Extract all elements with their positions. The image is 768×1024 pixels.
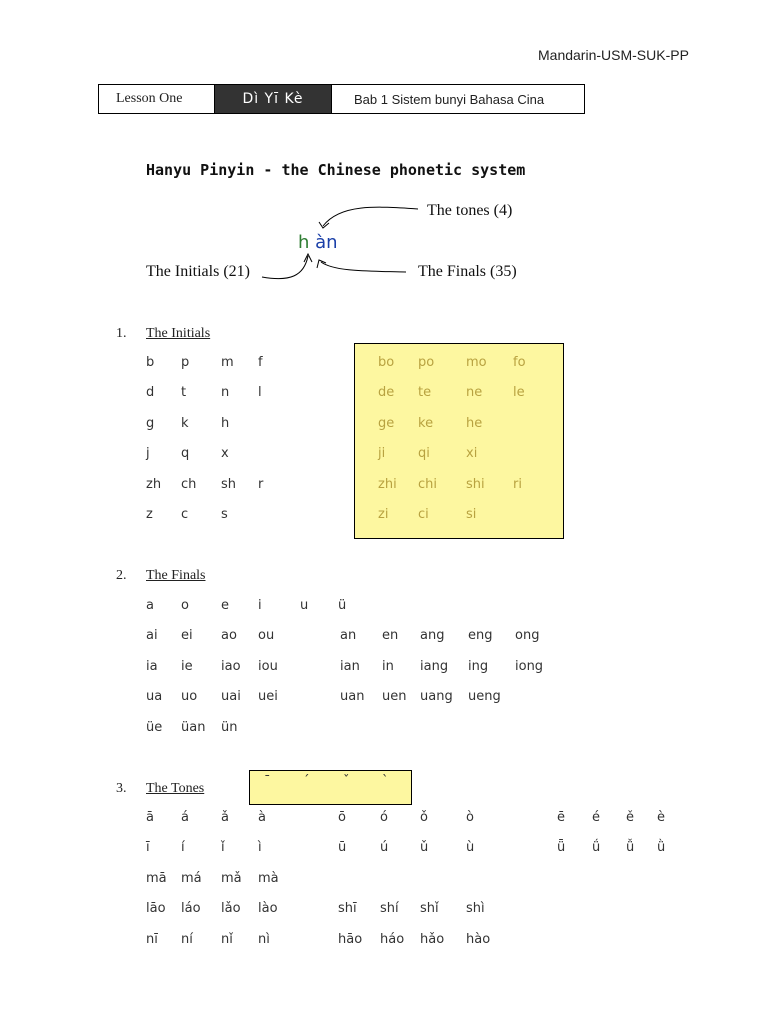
lesson-label: Lesson One bbox=[99, 85, 215, 113]
tone-syllable: mā bbox=[146, 870, 167, 886]
final-cell: iou bbox=[258, 658, 278, 674]
final-cell: üe bbox=[146, 719, 163, 735]
syllable-cell: mo bbox=[466, 355, 487, 370]
tone-syllable: shì bbox=[466, 901, 485, 917]
initial-cell: x bbox=[221, 446, 229, 462]
final-cell: ong bbox=[515, 628, 540, 644]
section-3-title: The Tones bbox=[146, 781, 205, 796]
initial-cell: z bbox=[146, 507, 153, 522]
final-cell: ia bbox=[146, 658, 158, 674]
tone-syllable: ǎ bbox=[221, 810, 229, 825]
syllable-cell: qi bbox=[418, 446, 430, 462]
syllable-cell: de bbox=[378, 385, 395, 401]
initial-cell: ch bbox=[181, 476, 197, 492]
tone-syllable: ō bbox=[338, 810, 346, 825]
final-cell: an bbox=[340, 628, 357, 644]
syllable-cell: ri bbox=[513, 476, 522, 492]
tone-syllable: è bbox=[657, 810, 665, 825]
tone-syllable: ē bbox=[557, 810, 565, 825]
syllable-cell: ke bbox=[418, 415, 434, 431]
initial-h: h bbox=[298, 232, 310, 253]
tone-syllable: ù bbox=[466, 840, 475, 856]
initial-cell: sh bbox=[221, 476, 237, 492]
final-cell: iao bbox=[221, 658, 241, 674]
final-cell: en bbox=[382, 628, 399, 644]
section-3-number: 3. bbox=[116, 781, 127, 796]
final-cell: uan bbox=[340, 689, 365, 705]
tone-syllable: ní bbox=[181, 931, 193, 947]
initial-cell: t bbox=[181, 385, 187, 401]
final-cell: ian bbox=[340, 658, 360, 674]
tone-mark: ˋ bbox=[382, 774, 389, 789]
final-an: àn bbox=[315, 232, 338, 253]
tone-syllable: shǐ bbox=[420, 901, 439, 917]
tone-mark: ˉ bbox=[264, 774, 271, 789]
syllable-cell: fo bbox=[513, 355, 526, 370]
final-cell: ei bbox=[181, 628, 193, 644]
initial-cell: m bbox=[221, 355, 234, 370]
tone-syllable: mǎ bbox=[221, 870, 242, 886]
tone-syllable: láo bbox=[181, 901, 201, 917]
final-cell: ai bbox=[146, 628, 158, 644]
tone-syllable: ǒ bbox=[420, 810, 428, 825]
tone-syllable: ǚ bbox=[626, 840, 635, 856]
tone-syllable: lǎo bbox=[221, 901, 241, 917]
tone-syllable: háo bbox=[380, 931, 405, 947]
final-cell: ueng bbox=[468, 689, 501, 705]
initial-cell: zh bbox=[146, 476, 162, 492]
tone-syllable: é bbox=[592, 810, 600, 825]
tone-syllable: ě bbox=[626, 810, 634, 825]
tone-mark: ˊ bbox=[303, 774, 310, 789]
syllable-cell: ci bbox=[418, 507, 429, 522]
tone-syllable: nǐ bbox=[221, 931, 233, 947]
initial-cell: p bbox=[181, 355, 190, 370]
final-cell: iong bbox=[515, 658, 544, 674]
final-cell: ao bbox=[221, 628, 237, 644]
finals-label: The Finals (35) bbox=[418, 263, 517, 280]
section-1-number: 1. bbox=[116, 326, 127, 341]
initial-cell: j bbox=[146, 446, 150, 462]
section-1-title: The Initials bbox=[146, 326, 211, 341]
tone-syllable: nì bbox=[258, 931, 270, 947]
section-2-title: The Finals bbox=[146, 568, 206, 583]
lesson-pinyin: Dì Yī Kè bbox=[215, 85, 331, 113]
syllable-cell: he bbox=[466, 415, 483, 431]
tone-syllable: lāo bbox=[146, 901, 166, 917]
tone-syllable: ǖ bbox=[557, 840, 566, 856]
final-cell: eng bbox=[468, 628, 493, 644]
initials-arrow bbox=[262, 256, 308, 279]
final-cell: ou bbox=[258, 628, 275, 644]
tone-syllable: nī bbox=[146, 931, 158, 947]
initial-cell: r bbox=[258, 476, 264, 492]
initial-cell: s bbox=[221, 507, 228, 522]
tone-syllable: lào bbox=[258, 901, 278, 917]
syllable-cell: chi bbox=[418, 476, 437, 492]
final-cell: uang bbox=[420, 689, 453, 705]
finals-arrow bbox=[321, 262, 406, 272]
syllable-cell: ji bbox=[378, 446, 386, 462]
initial-cell: b bbox=[146, 355, 155, 370]
lesson-bab: Bab 1 Sistem bunyi Bahasa Cina bbox=[331, 85, 584, 113]
syllable-cell: zi bbox=[378, 507, 389, 522]
tone-syllable: ū bbox=[338, 840, 347, 856]
tone-syllable: à bbox=[258, 810, 266, 825]
tone-syllable: ǔ bbox=[420, 840, 429, 856]
tone-syllable: má bbox=[181, 870, 202, 886]
document-code: Mandarin-USM-SUK-PP bbox=[538, 47, 689, 63]
syllable-cell: shi bbox=[466, 476, 485, 492]
syllable-cell: te bbox=[418, 385, 432, 401]
final-cell: ang bbox=[420, 628, 445, 644]
syllable-cell: si bbox=[466, 507, 477, 522]
final-cell: iang bbox=[420, 658, 449, 674]
syllable-cell: ge bbox=[378, 415, 395, 431]
syllable-cell: le bbox=[513, 385, 525, 401]
tone-mark: ˇ bbox=[343, 774, 350, 789]
final-cell: ün bbox=[221, 719, 238, 735]
tone-syllable: á bbox=[181, 810, 189, 825]
tone-syllable: ǘ bbox=[592, 840, 601, 856]
final-cell: in bbox=[382, 658, 394, 674]
final-cell: uei bbox=[258, 689, 278, 705]
tone-syllable: í bbox=[181, 840, 185, 856]
diagram-arrows bbox=[0, 0, 768, 320]
final-cell: u bbox=[300, 598, 309, 613]
final-cell: ü bbox=[338, 598, 347, 613]
page-title: Hanyu Pinyin - the Chinese phonetic system bbox=[146, 161, 526, 179]
tone-syllable: ī bbox=[146, 840, 150, 856]
tone-syllable: ǐ bbox=[221, 840, 225, 856]
tone-syllable: hāo bbox=[338, 931, 363, 947]
initial-cell: d bbox=[146, 385, 155, 401]
tones-label: The tones (4) bbox=[427, 202, 513, 219]
syllable-cell: po bbox=[418, 355, 435, 370]
tone-syllable: mà bbox=[258, 870, 279, 886]
tones-arrow bbox=[323, 207, 418, 226]
initial-cell: l bbox=[258, 385, 262, 401]
final-cell: a bbox=[146, 598, 154, 613]
final-cell: uo bbox=[181, 689, 198, 705]
final-cell: üan bbox=[181, 719, 206, 735]
final-cell: o bbox=[181, 598, 189, 613]
final-cell: i bbox=[258, 598, 262, 613]
initial-cell: c bbox=[181, 507, 189, 522]
tone-syllable: ò bbox=[466, 810, 474, 825]
section-2-number: 2. bbox=[116, 568, 127, 583]
tone-syllable: hǎo bbox=[420, 931, 445, 947]
tone-syllable: ǜ bbox=[657, 840, 666, 856]
final-cell: ing bbox=[468, 658, 489, 674]
tone-syllable: shí bbox=[380, 901, 399, 917]
final-cell: uen bbox=[382, 689, 407, 705]
initial-cell: f bbox=[258, 355, 263, 370]
initial-cell: h bbox=[221, 415, 230, 431]
tone-syllable: hào bbox=[466, 931, 491, 947]
initial-cell: g bbox=[146, 415, 155, 431]
initial-cell: k bbox=[181, 415, 189, 431]
syllable-cell: bo bbox=[378, 355, 395, 370]
initial-cell: n bbox=[221, 385, 230, 401]
syllable-cell: ne bbox=[466, 385, 483, 401]
final-cell: e bbox=[221, 598, 229, 613]
initial-cell: q bbox=[181, 446, 190, 462]
syllable-cell: xi bbox=[466, 446, 478, 462]
tone-syllable: ú bbox=[380, 840, 389, 856]
tone-syllable: ā bbox=[146, 810, 154, 825]
initials-label: The Initials (21) bbox=[146, 263, 250, 280]
final-cell: uai bbox=[221, 689, 241, 705]
syllable-cell: zhi bbox=[378, 476, 397, 492]
final-cell: ua bbox=[146, 689, 163, 705]
tone-syllable: ì bbox=[258, 840, 262, 856]
tone-syllable: shī bbox=[338, 901, 357, 917]
final-cell: ie bbox=[181, 658, 193, 674]
tone-syllable: ó bbox=[380, 810, 388, 825]
